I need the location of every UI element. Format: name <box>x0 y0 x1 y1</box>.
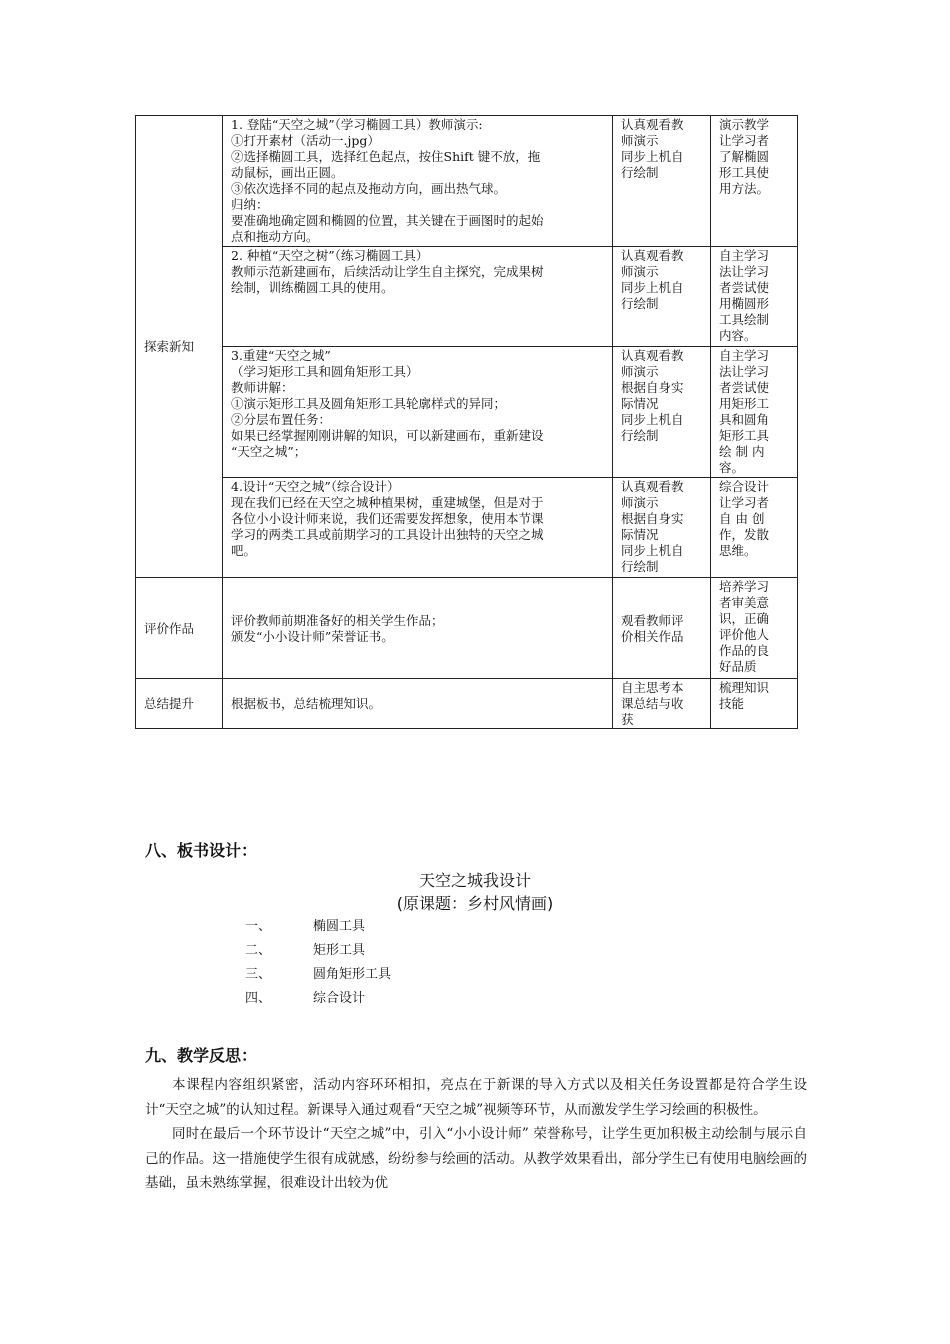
table-row <box>136 116 798 247</box>
content-line: 评价教师前期准备好的相关学生作品； <box>231 612 444 628</box>
student-activity-cell <box>613 247 711 347</box>
student-line: 认真观看教 <box>621 117 684 132</box>
content-line: “天空之城”； <box>231 444 307 459</box>
section-heading-board-design: 八、板书设计： <box>145 841 258 860</box>
student-line: 自主思考本 <box>621 680 684 695</box>
design-intent-cell <box>711 247 798 347</box>
design-intent-cell <box>711 578 798 679</box>
intent-line: 法让学习 <box>719 264 770 279</box>
content-line: 颁发“小小设计师”荣誉证书。 <box>231 628 394 644</box>
student-line: 根据自身实 <box>621 511 684 526</box>
content-line: ②选择椭圆工具，选择红色起点，按住Shift 键不放，拖 <box>231 149 541 164</box>
student-line: 价相关作品 <box>621 628 684 644</box>
student-line: 际情况 <box>621 396 659 411</box>
intent-line: 让学习者 <box>719 495 770 510</box>
content-line: 点和拖动方向。 <box>231 229 319 244</box>
student-line: 师演示 <box>621 264 659 279</box>
content-cell <box>223 347 613 478</box>
design-intent-cell <box>711 347 798 478</box>
intent-line: 技能 <box>719 696 745 711</box>
content-line: 绘制，训练椭圆工具的使用。 <box>231 280 394 295</box>
board-item-text: 综合设计 <box>313 991 366 1006</box>
student-line: 观看教师评 <box>621 612 684 628</box>
content-line: ①打开素材（活动一.jpg） <box>231 133 380 148</box>
table-row <box>136 679 798 729</box>
student-line: 师演示 <box>621 133 659 148</box>
content-line: 教师讲解： <box>231 380 294 395</box>
content-line: 根据板书，总结梳理知识。 <box>231 696 382 711</box>
content-line: 4.设计“天空之城”（综合设计） <box>231 479 400 494</box>
intent-line: 好品质 <box>719 659 757 674</box>
intent-line: 评价他人 <box>719 627 770 642</box>
stage-cell-explore <box>136 116 223 578</box>
intent-line: 用矩形工 <box>719 396 770 411</box>
student-line: 同步上机自 <box>621 149 684 164</box>
intent-line: 演示教学 <box>719 117 770 132</box>
intent-line: 用椭圆形 <box>719 296 770 311</box>
content-line: （学习矩形工具和圆角矩形工具） <box>231 364 419 379</box>
board-subtitle: (原课题：乡村风情画) <box>396 894 554 913</box>
student-activity-cell <box>613 347 711 478</box>
table-row <box>136 347 798 478</box>
content-cell <box>223 578 613 679</box>
intent-line: 工具绘制 <box>719 312 770 327</box>
intent-line: 矩形工具 <box>719 428 770 443</box>
board-item-number: 三、 <box>245 967 272 982</box>
content-line: 如果已经掌握刚刚讲解的知识，可以新建画布，重新建设 <box>231 428 544 443</box>
board-item-text: 圆角矩形工具 <box>313 967 392 982</box>
student-line: 同步上机自 <box>621 280 684 295</box>
content-line: 2. 种植“天空之树”（练习椭圆工具） <box>231 248 429 263</box>
intent-line: 自 由 创 <box>719 511 765 526</box>
intent-line: 自主学习 <box>719 348 770 363</box>
intent-line: 者尝试使 <box>719 380 770 395</box>
intent-line: 综合设计 <box>719 479 770 494</box>
student-activity-cell <box>613 478 711 578</box>
student-line: 认真观看教 <box>621 479 684 494</box>
board-title: 天空之城我设计 <box>418 871 531 890</box>
reflection-body <box>145 1073 807 1196</box>
reflection-paragraph: 同时在最后一个环节设计“天空之城”中，引入“小小设计师” 荣誉称号，让学生更加积极主动绘制与展示自己的作品。这一措施使学生很有成就感，纷纷参与绘画的活动。从教学效果看出，部分学生已有使用电脑绘画的基础，虽未熟练掌握，很难设计出较为优 <box>145 1126 807 1191</box>
student-line: 认真观看教 <box>621 248 684 263</box>
content-cell <box>223 247 613 347</box>
content-cell <box>223 478 613 578</box>
student-line: 认真观看教 <box>621 348 684 363</box>
stage-label: 评价作品 <box>144 620 195 636</box>
reflection-paragraph: 本课程内容组织紧密，活动内容环环相扣，亮点在于新课的导入方式以及相关任务设置都是符合学生设计“天空之城”的认知过程。新课导入通过观看“天空之城”视频等环节，从而激发学生学习绘画的积极性。 <box>145 1077 807 1118</box>
intent-line: 让学习者 <box>719 133 770 148</box>
intent-line: 用方法。 <box>719 181 770 196</box>
intent-line: 作品的良 <box>719 643 770 658</box>
intent-line: 内容。 <box>719 328 757 343</box>
content-line: 教师示范新建画布，后续活动让学生自主探究，完成果树 <box>231 264 544 279</box>
stage-label: 探索新知 <box>144 339 195 354</box>
student-line: 际情况 <box>621 527 659 542</box>
design-intent-cell <box>711 679 798 729</box>
student-activity-cell <box>613 578 711 679</box>
student-line: 行绘制 <box>621 296 659 311</box>
intent-line: 形工具使 <box>719 165 770 180</box>
stage-cell-summary <box>136 679 223 729</box>
intent-line: 容。 <box>719 460 745 475</box>
intent-line: 了解椭圆 <box>719 149 770 164</box>
intent-line: 梳理知识 <box>719 680 770 695</box>
content-line: 吧。 <box>231 543 257 558</box>
content-line: 各位小小设计师来说，我们还需要发挥想象，使用本节课 <box>231 511 544 526</box>
student-line: 同步上机自 <box>621 412 684 427</box>
content-line: 3.重建“天空之城” <box>231 348 331 363</box>
board-item-number: 一、 <box>245 919 272 934</box>
table-row <box>136 478 798 578</box>
stage-cell-evaluate <box>136 578 223 679</box>
stage-label: 总结提升 <box>144 696 195 711</box>
content-line: ①演示矩形工具及圆角矩形工具轮廓样式的异同； <box>231 396 507 411</box>
content-line: 动鼠标，画出正圆。 <box>231 165 344 180</box>
content-line: ③依次选择不同的起点及拖动方向，画出热气球。 <box>231 181 507 196</box>
section-heading-reflection: 九、教学反思： <box>145 1046 258 1065</box>
student-line: 获 <box>621 712 634 727</box>
board-item-text: 椭圆工具 <box>313 919 366 934</box>
student-line: 行绘制 <box>621 428 659 443</box>
board-item <box>245 963 391 982</box>
content-cell <box>223 679 613 729</box>
table-row <box>136 247 798 347</box>
content-line: 学习的两类工具或前期学习的工具设计出独特的天空之城 <box>231 527 544 542</box>
board-item-number: 四、 <box>245 991 272 1006</box>
design-intent-cell <box>711 478 798 578</box>
intent-line: 具和圆角 <box>719 412 770 427</box>
intent-line: 培养学习 <box>719 579 770 594</box>
student-line: 根据自身实 <box>621 380 684 395</box>
board-item <box>245 915 365 934</box>
intent-line: 思维。 <box>719 543 757 558</box>
content-line: 现在我们已经在天空之城种植果树，重建城堡，但是对于 <box>231 495 544 510</box>
board-item <box>245 987 365 1006</box>
design-intent-cell <box>711 116 798 247</box>
content-line: 归纳： <box>231 197 269 212</box>
intent-line: 法让学习 <box>719 364 770 379</box>
student-line: 师演示 <box>621 364 659 379</box>
intent-line: 者尝试使 <box>719 280 770 295</box>
intent-line: 绘 制 内 <box>719 444 765 459</box>
board-item-number: 二、 <box>245 943 272 958</box>
lesson-plan-table <box>135 115 798 729</box>
student-line: 师演示 <box>621 495 659 510</box>
intent-line: 识，正确 <box>719 611 770 626</box>
student-line: 课总结与收 <box>621 696 684 711</box>
board-item-text: 矩形工具 <box>313 943 366 958</box>
student-activity-cell <box>613 679 711 729</box>
content-line: 1. 登陆“天空之城”（学习椭圆工具）教师演示: <box>231 117 483 132</box>
table-row <box>136 578 798 679</box>
content-line: 要准确地确定圆和椭圆的位置，其关键在于画图时的起始 <box>231 213 544 228</box>
student-line: 行绘制 <box>621 165 659 180</box>
board-item <box>245 939 365 958</box>
intent-line: 作，发散 <box>719 527 770 542</box>
student-activity-cell <box>613 116 711 247</box>
content-cell <box>223 116 613 247</box>
intent-line: 自主学习 <box>719 248 770 263</box>
content-line: ②分层布置任务： <box>231 412 332 427</box>
intent-line: 者审美意 <box>719 595 770 610</box>
student-line: 同步上机自 <box>621 543 684 558</box>
student-line: 行绘制 <box>621 559 659 574</box>
